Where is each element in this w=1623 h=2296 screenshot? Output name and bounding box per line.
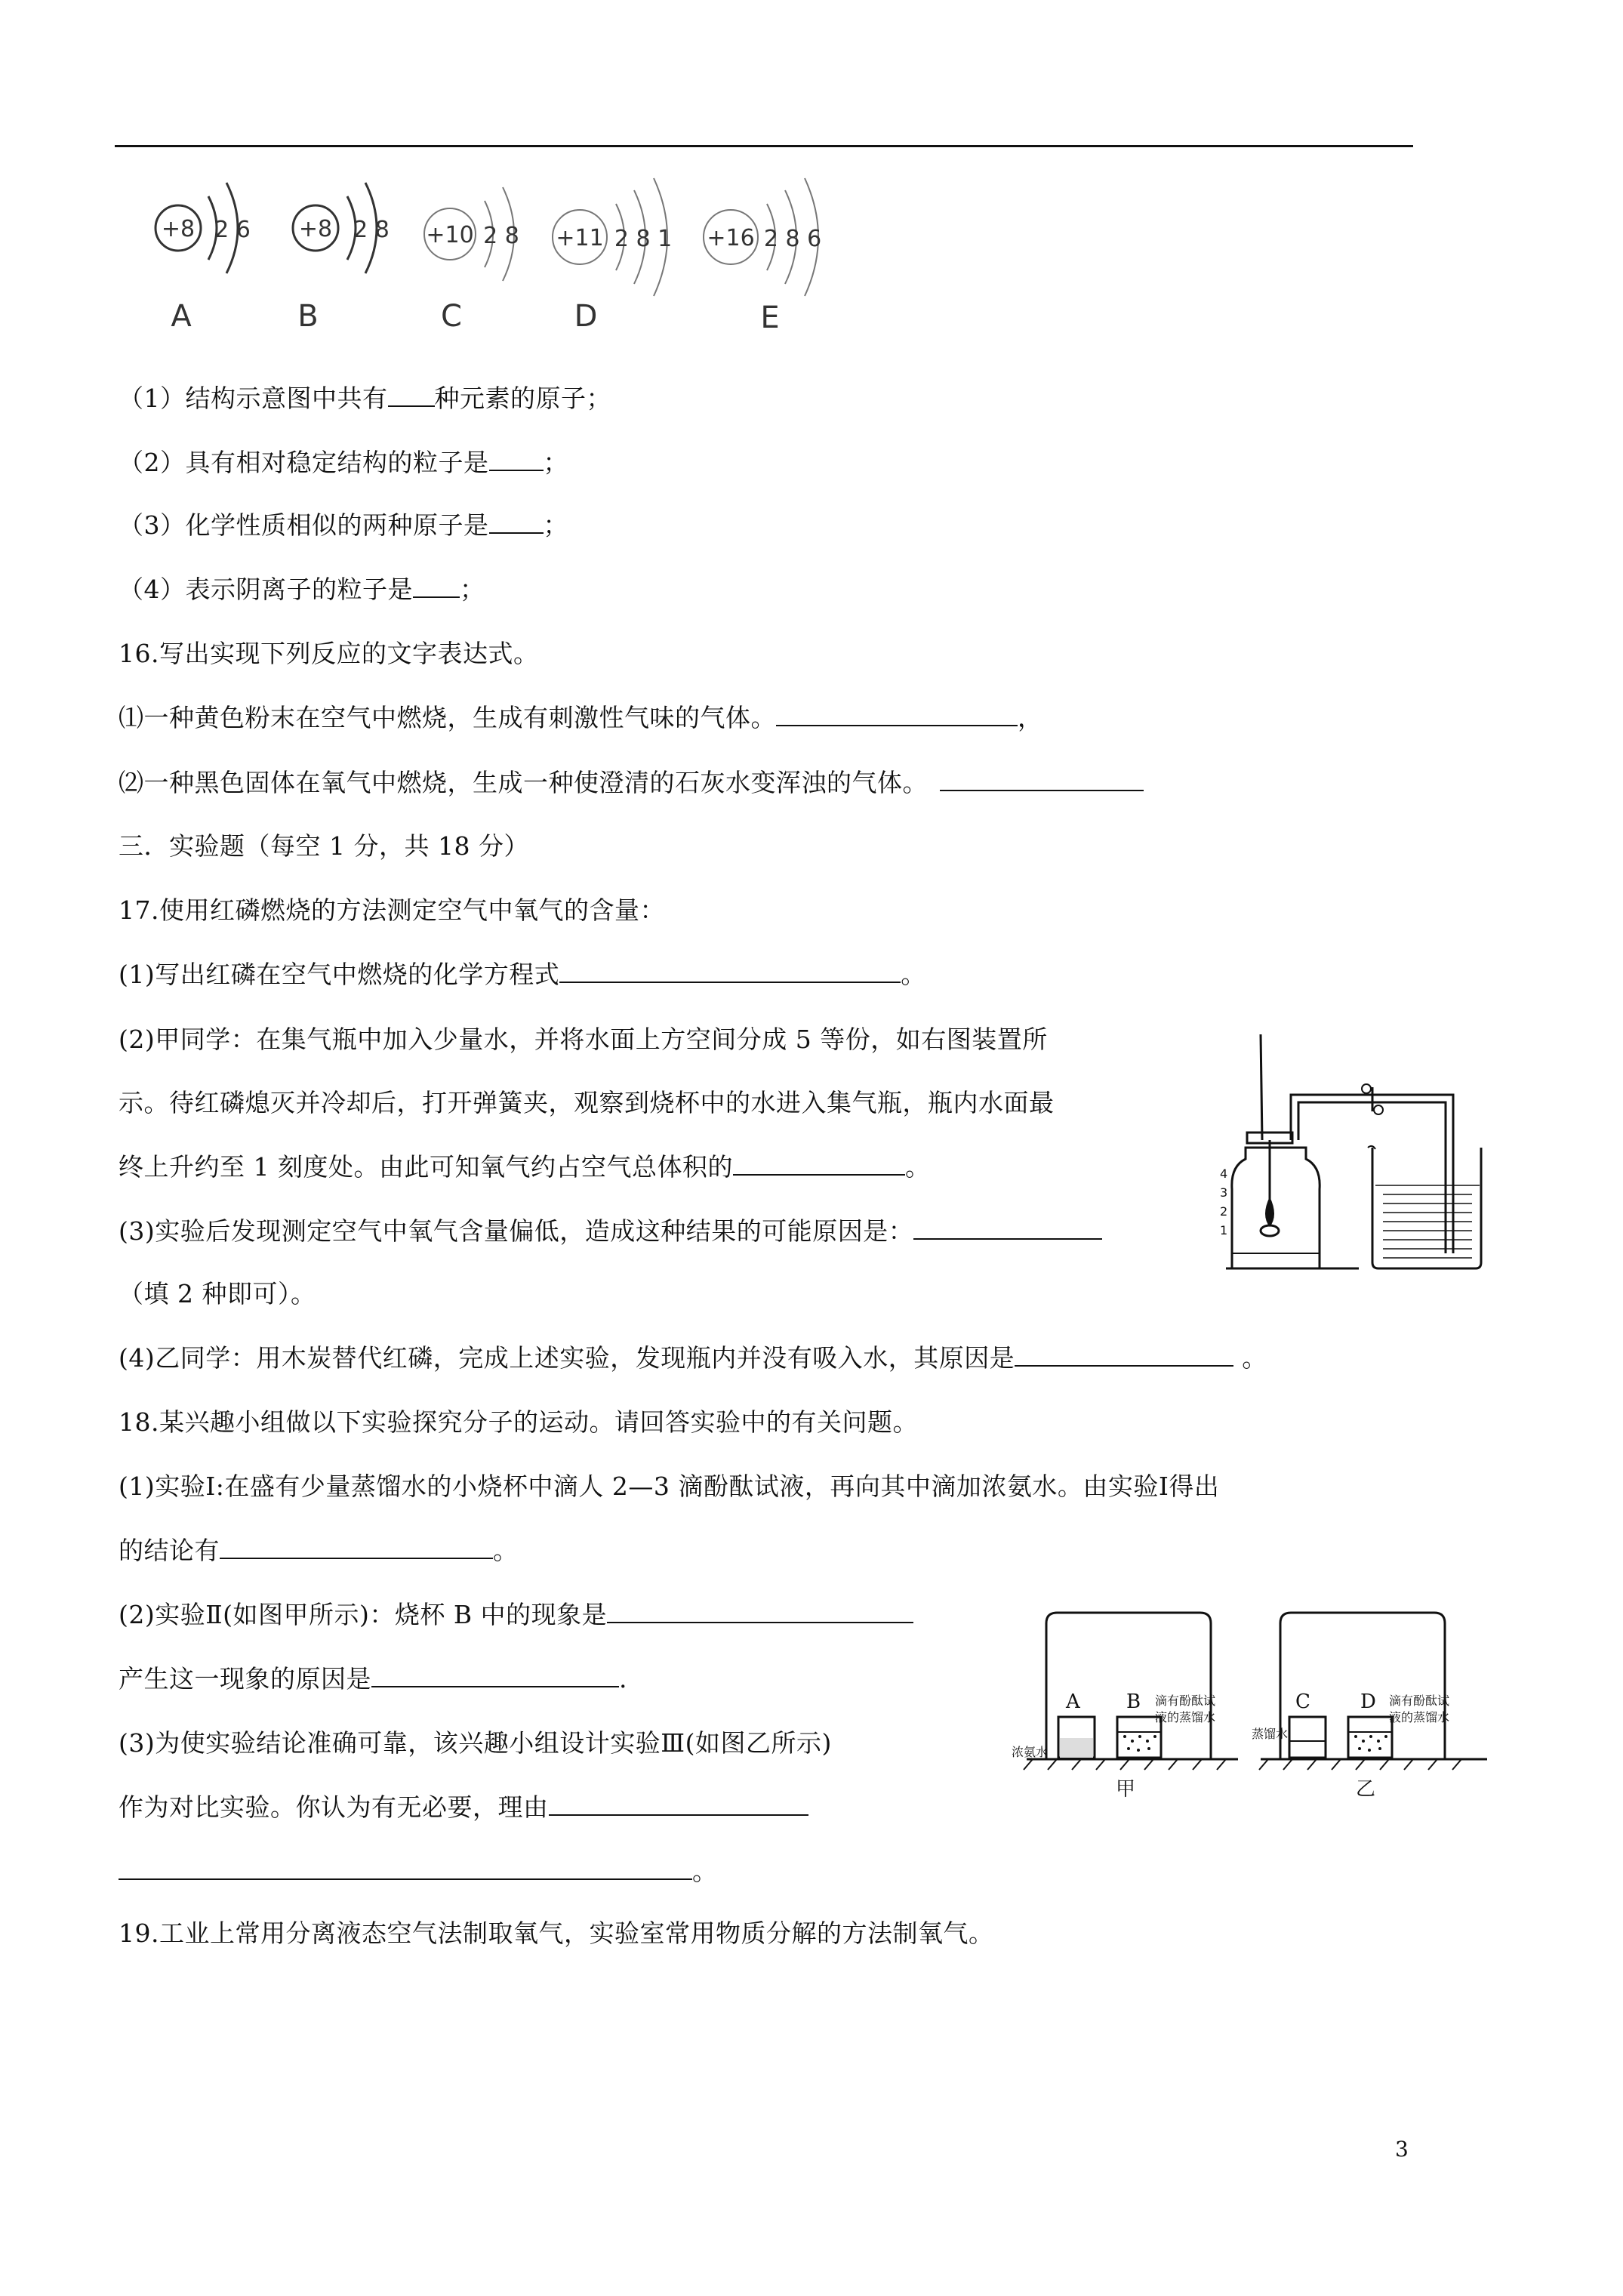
q18-part3-line1: (3)为使实验结论准确可靠，该兴趣小组设计实验Ⅲ(如图乙所示) bbox=[119, 1728, 832, 1758]
setup-jia bbox=[1012, 1613, 1238, 1801]
q15-part2: （2）具有相对稳定结构的粒子是 ； bbox=[119, 448, 568, 477]
red-phosphorus-apparatus-figure bbox=[1215, 1027, 1487, 1276]
svg-text:液的蒸馏水: 液的蒸馏水 bbox=[1389, 1710, 1450, 1724]
answer-blank[interactable] bbox=[489, 510, 544, 534]
section-3-title: 三．实验题（每空 1 分，共 18 分） bbox=[119, 831, 529, 861]
svg-text:E: E bbox=[760, 300, 780, 335]
q18-part3-line2: 作为对比实验。你认为有无必要，理由 bbox=[119, 1792, 808, 1823]
q15-part4: （4）表示阴离子的粒子是 ； bbox=[119, 575, 485, 604]
q16-part1: ⑴一种黄色粉末在空气中燃烧，生成有刺激性气味的气体。 ， bbox=[119, 703, 1043, 732]
answer-blank[interactable] bbox=[607, 1599, 913, 1623]
atom-a bbox=[156, 183, 251, 334]
svg-text:C: C bbox=[1295, 1690, 1310, 1713]
svg-text:2 8: 2 8 bbox=[483, 223, 519, 249]
svg-text:C: C bbox=[441, 299, 462, 334]
svg-text:1: 1 bbox=[1220, 1223, 1228, 1237]
svg-text:3: 3 bbox=[1220, 1185, 1228, 1200]
svg-text:滴有酚酞试: 滴有酚酞试 bbox=[1155, 1693, 1216, 1708]
svg-text:液的蒸馏水: 液的蒸馏水 bbox=[1155, 1710, 1216, 1724]
q17-part1: (1)写出红磷在空气中燃烧的化学方程式 。 bbox=[119, 960, 926, 989]
q16-part2: ⑵一种黑色固体在氧气中燃烧，生成一种使澄清的石灰水变浑浊的气体。 bbox=[119, 767, 1144, 799]
answer-blank[interactable] bbox=[371, 1663, 619, 1687]
atom-c bbox=[424, 187, 519, 334]
q17-part2-line2: 示。待红磷熄灭并冷却后，打开弹簧夹，观察到烧杯中的水进入集气瓶，瓶内水面最 bbox=[119, 1088, 1055, 1117]
q17-part2-line3: 终上升约至 1 刻度处。由此可知氧气约占空气总体积的 。 bbox=[119, 1152, 931, 1182]
svg-text:D: D bbox=[1360, 1690, 1376, 1713]
q15-part1: （1）结构示意图中共有 种元素的原子； bbox=[119, 384, 611, 413]
answer-blank[interactable] bbox=[559, 959, 901, 983]
svg-text:2 8: 2 8 bbox=[353, 217, 390, 243]
header-rule bbox=[115, 145, 1413, 147]
q17-part4: (4)乙同学：用木炭替代红磷，完成上述实验，发现瓶内并没有吸入水，其原因是 。 bbox=[119, 1343, 1267, 1373]
molecule-motion-experiment-figure bbox=[1012, 1608, 1487, 1812]
q17-title: 17.使用红磷燃烧的方法测定空气中氧气的含量： bbox=[119, 895, 665, 925]
svg-text:+8: +8 bbox=[298, 216, 333, 242]
svg-text:2: 2 bbox=[1220, 1204, 1228, 1219]
q18-part1-line2: 的结论有 。 bbox=[119, 1536, 519, 1565]
answer-blank[interactable] bbox=[413, 574, 460, 598]
svg-text:2 6: 2 6 bbox=[214, 217, 251, 243]
q18-part3-line3: 。 bbox=[119, 1856, 718, 1888]
answer-blank[interactable] bbox=[913, 1216, 1102, 1240]
svg-text:A: A bbox=[1066, 1690, 1080, 1713]
q17-part3-note: （填 2 种即可）。 bbox=[119, 1279, 316, 1308]
q15-part3: （3）化学性质相似的两种原子是 ； bbox=[119, 510, 568, 540]
atom-e bbox=[704, 178, 821, 335]
q16-title: 16.写出实现下列反应的文字表达式。 bbox=[119, 639, 539, 668]
answer-blank[interactable] bbox=[489, 447, 544, 471]
answer-blank[interactable] bbox=[733, 1151, 905, 1176]
answer-blank[interactable] bbox=[1015, 1342, 1233, 1367]
svg-text:2 8 1: 2 8 1 bbox=[614, 226, 673, 252]
atom-structure-diagrams bbox=[136, 168, 845, 341]
svg-text:乙: 乙 bbox=[1356, 1778, 1376, 1801]
svg-text:B: B bbox=[1126, 1690, 1141, 1713]
svg-text:浓氨水: 浓氨水 bbox=[1012, 1745, 1049, 1759]
atom-b bbox=[293, 183, 390, 334]
q19-text: 19.工业上常用分离液态空气法制取氧气，实验室常用物质分解的方法制氧气。 bbox=[119, 1918, 994, 1948]
svg-text:2 8 6: 2 8 6 bbox=[763, 226, 822, 252]
q18-part2-line1: (2)实验Ⅱ(如图甲所示)：烧杯 B 中的现象是 bbox=[119, 1599, 913, 1631]
svg-text:+11: +11 bbox=[556, 225, 604, 251]
answer-blank[interactable] bbox=[119, 1856, 692, 1880]
answer-blank[interactable] bbox=[940, 767, 1144, 791]
svg-text:甲: 甲 bbox=[1116, 1778, 1136, 1801]
atom-d bbox=[553, 178, 672, 334]
q18-part2-line2: 产生这一现象的原因是 . bbox=[119, 1664, 627, 1693]
svg-text:A: A bbox=[171, 299, 192, 334]
page-number: 3 bbox=[1395, 2137, 1409, 2162]
svg-text:D: D bbox=[574, 299, 598, 334]
q18-title: 18.某兴趣小组做以下实验探究分子的运动。请回答实验中的有关问题。 bbox=[119, 1407, 918, 1437]
q17-part3: (3)实验后发现测定空气中氧气含量偏低，造成这种结果的可能原因是： bbox=[119, 1216, 1102, 1247]
q18-part1-line1: (1)实验Ⅰ:在盛有少量蒸馏水的小烧杯中滴人 2—3 滴酚酞试液，再向其中滴加浓氨水。由实验Ⅰ得出 bbox=[119, 1472, 1220, 1501]
setup-yi bbox=[1252, 1613, 1487, 1801]
svg-text:+16: +16 bbox=[707, 225, 755, 251]
answer-blank[interactable] bbox=[388, 383, 435, 407]
svg-text:蒸馏水: 蒸馏水 bbox=[1252, 1727, 1289, 1741]
svg-text:+10: +10 bbox=[426, 222, 474, 248]
answer-blank[interactable] bbox=[776, 702, 1018, 726]
answer-blank[interactable] bbox=[220, 1535, 493, 1559]
svg-text:滴有酚酞试: 滴有酚酞试 bbox=[1389, 1693, 1450, 1708]
q17-part2-line1: (2)甲同学：在集气瓶中加入少量水，并将水面上方空间分成 5 等份，如右图装置所 bbox=[119, 1025, 1048, 1054]
svg-text:4: 4 bbox=[1220, 1166, 1228, 1181]
answer-blank[interactable] bbox=[549, 1792, 808, 1816]
svg-text:B: B bbox=[297, 299, 319, 334]
svg-text:+8: +8 bbox=[161, 216, 196, 242]
